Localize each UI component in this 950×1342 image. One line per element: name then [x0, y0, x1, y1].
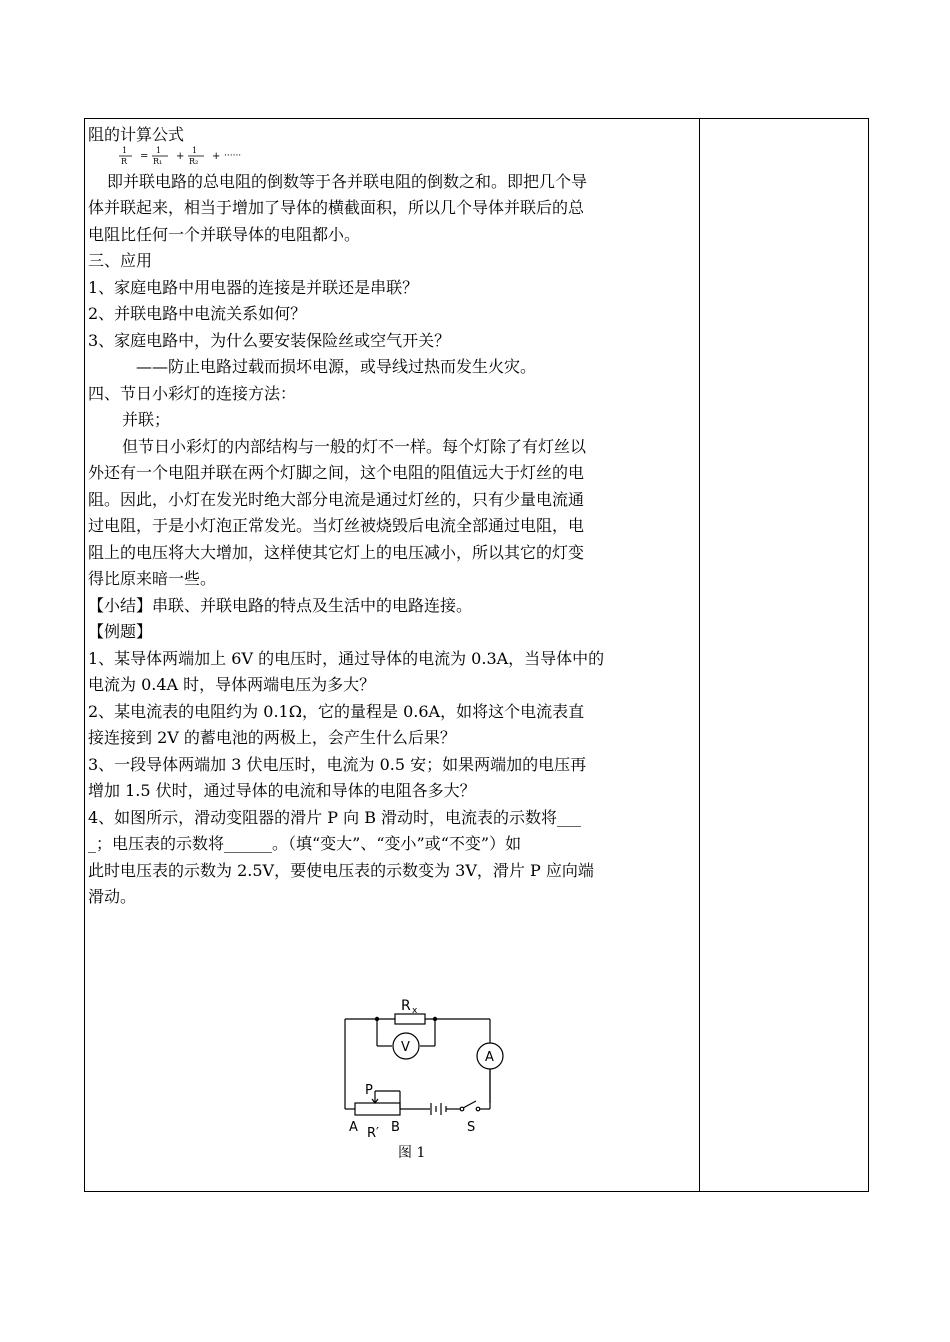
- rheostat-label: R′: [367, 1126, 379, 1141]
- example-item: 此时电压表的示数为 2.5V，要使电压表的示数变为 3V，滑片 P 应向端: [88, 860, 594, 880]
- section-heading: 三、应用: [88, 251, 153, 270]
- example-item: 增加 1.5 伏时，通过导体的电流和导体的电阻各多大？: [88, 781, 476, 800]
- rheostat-end-a-label: A: [349, 1120, 358, 1135]
- question-item: 3、家庭电路中，为什么要安装保险丝或空气开关？: [88, 330, 451, 350]
- figure-caption: 图 1: [398, 1145, 426, 1161]
- main-column: [85, 119, 699, 911]
- question-item: 2、并联电路中电流关系如何？: [88, 304, 307, 323]
- svg-text:=: =: [140, 150, 149, 162]
- answer-line: ——防止电路过载而损坏电源，或导线过热而发生火灾。: [136, 357, 537, 376]
- voltmeter-label: V: [401, 1040, 410, 1055]
- rheostat-end-b-label: B: [391, 1120, 400, 1135]
- example-item: 2、某电流表的电阻约为 0.1Ω，它的量程是 0.6A，如将这个电流表直: [88, 701, 585, 721]
- text-line: 外还有一个电阻并联在两个灯脚之间，这个电阻的阻值远大于灯丝的电: [88, 463, 585, 482]
- column-divider: [699, 119, 700, 1191]
- text-line: 体并联起来，相当于增加了导体的横截面积，所以几个导体并联后的总: [88, 198, 585, 217]
- examples-heading: 【例题】: [88, 622, 153, 641]
- section-heading: 四、节日小彩灯的连接方法：: [88, 383, 297, 403]
- text-line: 并联；: [122, 410, 171, 429]
- svg-text:R₂: R₂: [189, 156, 199, 166]
- question-item: 1、家庭电路中用电器的连接是并联还是串联？: [88, 277, 419, 297]
- summary-line: 【小结】串联、并联电路的特点及生活中的电路连接。: [88, 595, 473, 615]
- svg-text:1: 1: [156, 145, 162, 155]
- svg-text:+: +: [212, 150, 221, 162]
- text-line: 阻的计算公式: [88, 125, 185, 144]
- slider-label: P: [365, 1083, 373, 1098]
- example-item: _；电压表的示数将______。（填“变大”、“变小”或“不变”）如: [88, 834, 522, 853]
- example-item: 电流为 0.4A 时，导体两端电压为多大？: [88, 675, 376, 694]
- svg-text:R: R: [121, 156, 128, 166]
- svg-text:1: 1: [122, 145, 128, 155]
- svg-text:······: ······: [224, 150, 242, 161]
- text-line: 电阻比任何一个并联导体的电阻都小。: [88, 224, 361, 244]
- circuit-diagram: [335, 999, 505, 1179]
- example-item: 1、某导体两端加上 6V 的电压时，通过导体的电流为 0.3A，当导体中的: [88, 648, 605, 668]
- parallel-resistance-formula: [118, 145, 693, 165]
- switch-label: S: [467, 1120, 476, 1135]
- text-line: 但节日小彩灯的内部结构与一般的灯不一样。每个灯除了有灯丝以: [122, 436, 587, 456]
- rx-label: R: [401, 999, 411, 1014]
- svg-text:R₁: R₁: [153, 156, 163, 166]
- ammeter-label: A: [485, 1050, 494, 1065]
- example-item: 滑动。: [88, 887, 137, 906]
- rx-subscript: x: [412, 1006, 418, 1016]
- text-line: 得比原来暗一些。: [88, 569, 217, 588]
- svg-text:1: 1: [192, 145, 198, 155]
- text-line: 即并联电路的总电阻的倒数等于各并联电阻的倒数之和。即把几个导: [107, 171, 588, 191]
- text-line: 阻。因此，小灯在发光时绝大部分电流是通过灯丝的，只有少量电流通: [88, 489, 585, 509]
- svg-text:+: +: [176, 150, 185, 162]
- text-line: 阻上的电压将大大增加，这样使其它灯上的电压减小，所以其它的灯变: [88, 542, 585, 562]
- example-item: 接连接到 2V 的蓄电池的两极上，会产生什么后果？: [88, 728, 456, 747]
- text-line: 过电阻，于是小灯泡正常发光。当灯丝被烧毁后电流全部通过电阻，电: [88, 516, 585, 535]
- example-item: 3、一段导体两端加 3 伏电压时，电流为 0.5 安；如果两端加的电压再: [88, 754, 587, 774]
- layout-table: [84, 118, 869, 1192]
- example-item: 4、如图所示，滑动变阻器的滑片 P 向 B 滑动时，电流表的示数将___: [88, 807, 582, 827]
